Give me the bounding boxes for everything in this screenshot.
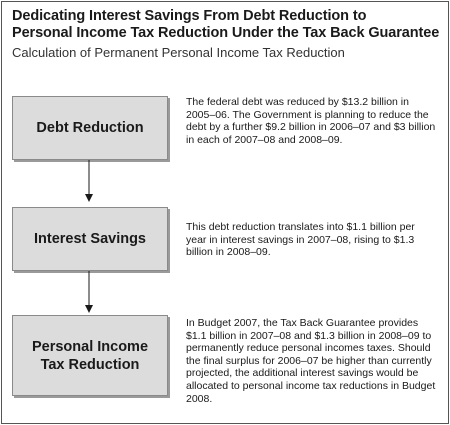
step-description: In Budget 2007, the Tax Back Guarantee provides $1.1 billion in 2007–08 and $1.3 billion in 2008–09 to permanently reduce personal incomes taxes. Should the final surplus for 2006–07 be higher than currently projected, the additional interest savings would be allocated to personal income tax reductions in Budget 2008. xyxy=(186,317,436,405)
down-arrow-icon xyxy=(85,271,93,313)
step-label: Debt Reduction xyxy=(36,120,144,136)
figure-title: Dedicating Interest Savings From Debt Reduction to Personal Income Tax Reduction Under the Tax Back Guarantee xyxy=(12,8,440,41)
step-description: The federal debt was reduced by $13.2 billion in 2005–06. The Government is planning to reduce the debt by a further $9.2 billion in 2006–07 and $3 billion in each of 2007–08 and 2008–09. xyxy=(186,96,436,146)
figure-subtitle: Calculation of Permanent Personal Income Tax Reduction xyxy=(12,45,345,60)
step-box-personal-income-tax-reduction xyxy=(12,315,168,396)
step-box-debt-reduction xyxy=(12,96,168,160)
down-arrow-icon xyxy=(85,160,93,202)
step-box-interest-savings xyxy=(12,207,168,271)
step-label: Interest Savings xyxy=(33,231,146,247)
step-label: Personal Income Tax Reduction xyxy=(31,338,149,373)
step-description: This debt reduction translates into $1.1 billion per year in interest savings in 2007–08, rising to $1.3 billion in 2008–09. xyxy=(186,221,415,259)
